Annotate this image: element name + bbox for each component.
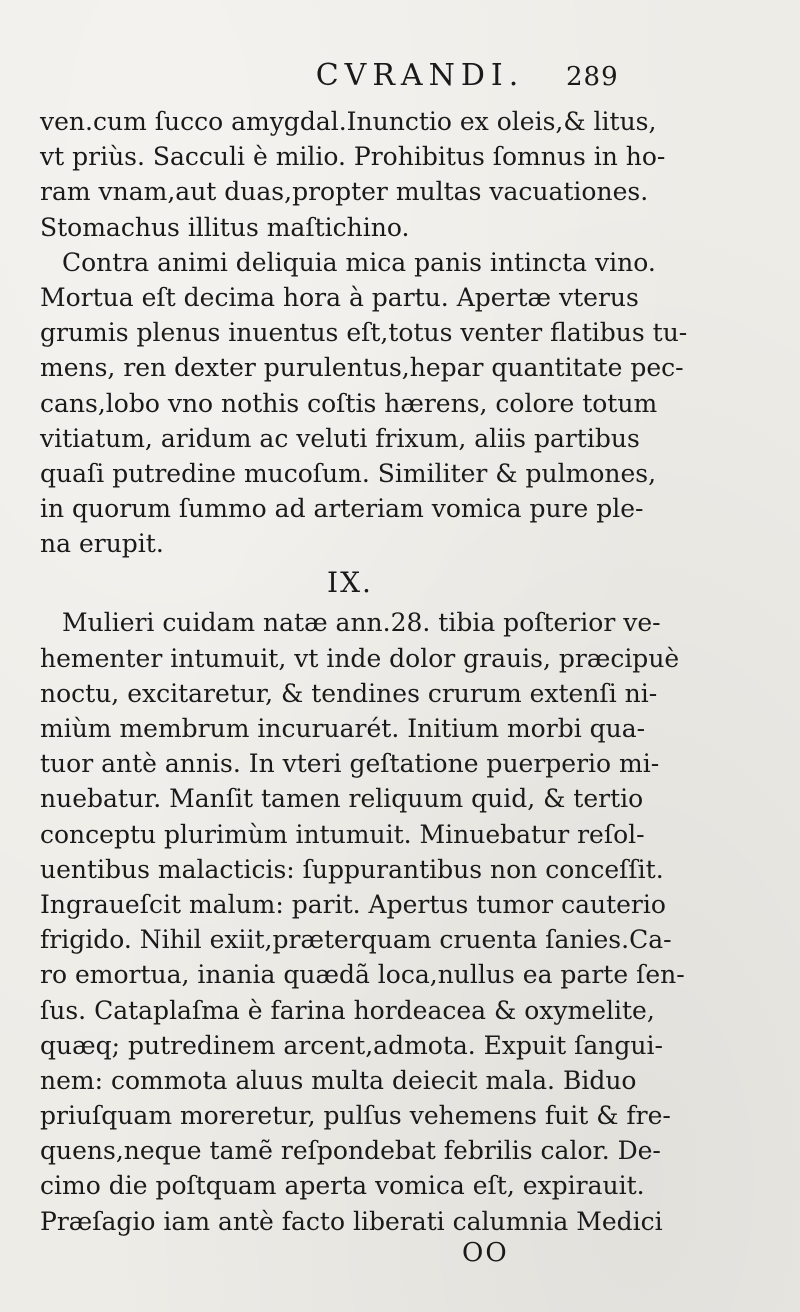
text-line: hementer intumuit, vt inde dolor grauis, præcipuè [40, 643, 680, 673]
body-text [40, 104, 688, 1239]
page-number: 289 [566, 62, 619, 92]
text-line: cimo die poſtquam aperta vomica eſt, expirauit. [40, 1171, 645, 1201]
text-line: Stomachus illitus maſtichino. [40, 212, 410, 242]
text-line: quæq; putredinem arcent,admota. Expuit ſangui- [40, 1030, 663, 1060]
text-line: quens,neque tamẽ reſpondebat febrilis calor. De- [40, 1136, 661, 1166]
text-line: nuebatur. Manſit tamen reliquum quid, & tertio [40, 784, 644, 814]
text-line: tuor antè annis. In vteri geſtatione puerperio mi- [40, 749, 660, 779]
text-line: na erupit. [40, 529, 164, 559]
catchword-signature: OO [462, 1238, 509, 1268]
running-title: CVRANDI. [315, 58, 525, 93]
text-line: conceptu plurimùm intumuit. Minuebatur reſol- [40, 819, 645, 849]
text-line: Mortua eſt decima hora à partu. Apertæ vterus [40, 282, 639, 312]
text-line: Præſagio iam antè facto liberati calumnia Medici [40, 1206, 663, 1236]
text-line: Contra animi deliquia mica panis intincta vino. [62, 247, 656, 277]
text-line: frigido. Nihil exiit,præterquam cruenta ſanies.Ca- [40, 925, 672, 955]
text-line: ſus. Cataplaſma è farina hordeacea & oxymelite, [40, 995, 655, 1025]
text-line: cans,lobo vno nothis coſtis hærens, colore totum [40, 388, 658, 418]
text-line: nem: commota aluus multa deiecit mala. Biduo [40, 1065, 637, 1095]
text-line: vitiatum, aridum ac veluti frixum, aliis partibus [40, 423, 640, 453]
section-heading: IX. [327, 566, 373, 600]
text-line: miùm membrum incuruarét. Initium morbi qua- [40, 714, 646, 743]
text-line: ro emortua, inania quædã loca,nullus ea parte ſen- [40, 960, 685, 990]
text-line: noctu, excitaretur, & tendines crurum extenſi ni- [40, 678, 658, 708]
text-line: grumis plenus inuentus eſt,totus venter flatibus tu- [40, 318, 688, 348]
text-line: uentibus malacticis: ſuppurantibus non conceſſit. [40, 854, 664, 884]
text-line: priuſquam moreretur, pulſus vehemens fuit & fre- [40, 1101, 671, 1131]
text-line: ram vnam,aut duas,propter multas vacuationes. [40, 177, 649, 207]
text-line: mens, ren dexter purulentus,hepar quantitate pec- [40, 353, 684, 383]
text-line: in quorum ſummo ad arteriam vomica pure ple- [40, 494, 644, 524]
text-line: Ingraueſcit malum: parit. Apertus tumor cauterio [40, 889, 666, 919]
text-line: vt priùs. Sacculi è milio. Prohibitus ſomnus in ho- [40, 142, 666, 172]
text-line: ven.cum ſucco amygdal.Inunctio ex oleis,& litus, [40, 107, 657, 136]
text-line: quaſi putredine mucoſum. Similiter & pulmones, [40, 458, 657, 488]
text-line: Mulieri cuidam natæ ann.28. tibia poſterior ve- [62, 608, 661, 638]
